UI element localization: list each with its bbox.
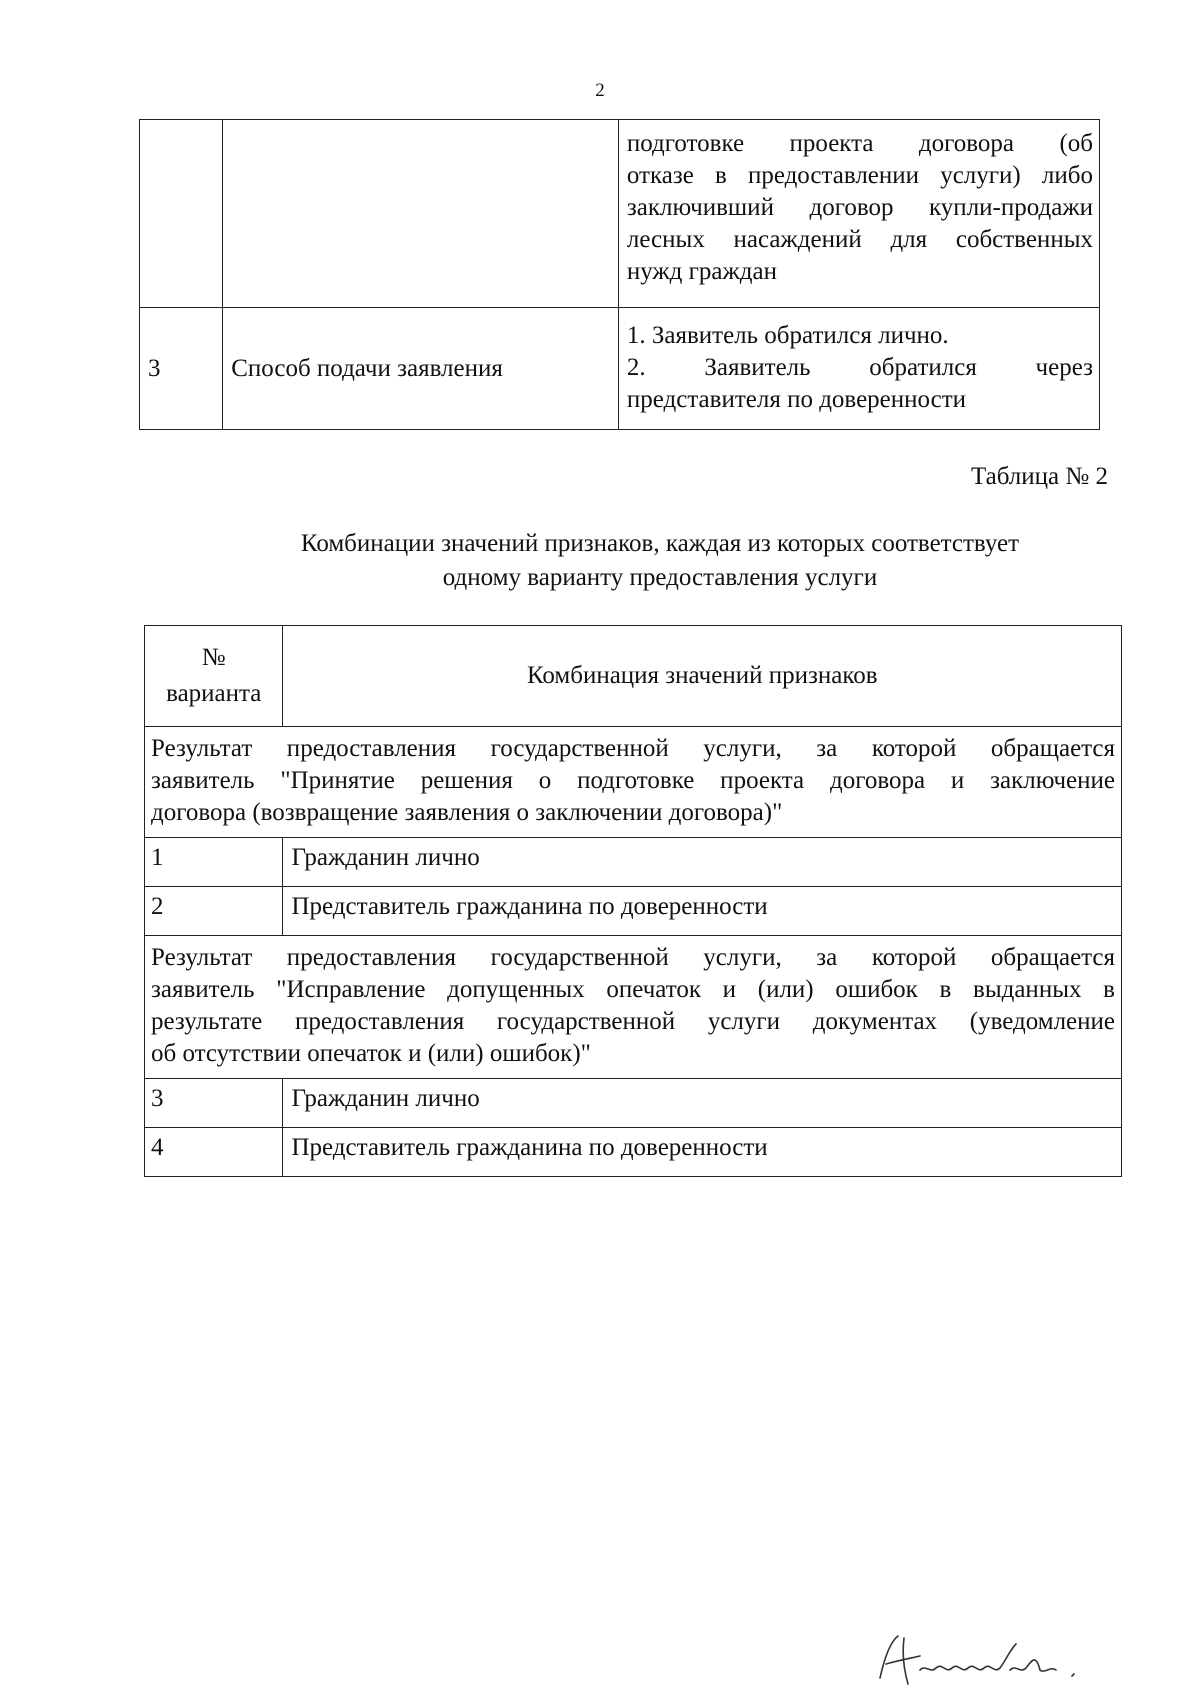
text-line: заявитель "Принятие решения о подготовке проекта договора и заключение — [151, 767, 1115, 794]
table-1-continuation — [139, 119, 1100, 430]
variant-value: Представитель гражданина по доверенности — [283, 887, 1122, 936]
header-variant-number — [145, 626, 283, 727]
row-number: 3 — [140, 308, 223, 430]
continuation-text — [618, 120, 1099, 308]
group-2-description — [145, 936, 1122, 1079]
text-line: договора (возвращение заявления о заключении договора)" — [151, 799, 783, 826]
table-caption: Таблица № 2 — [970, 463, 1108, 490]
text-line: отказе в предоставлении услуги) либо — [626, 162, 1093, 189]
option-1: 1. Заявитель обратился лично. — [626, 322, 949, 349]
table-row — [145, 887, 1122, 936]
table-row — [140, 308, 1100, 430]
header-num-word: варианта — [166, 680, 262, 707]
variant-number: 1 — [145, 838, 283, 887]
header-num-symbol: № — [201, 644, 226, 671]
table-row — [145, 1128, 1122, 1177]
table-header-row — [145, 626, 1122, 727]
row-label: Способ подачи заявления — [223, 308, 619, 430]
text-line: заключивший договор купли-продажи — [626, 194, 1093, 221]
variant-value: Гражданин лично — [283, 1079, 1122, 1128]
text-line: Результат предоставления государственной услуги, за которой обращается — [151, 944, 1115, 971]
variant-value: Гражданин лично — [283, 838, 1122, 887]
variant-number: 3 — [145, 1079, 283, 1128]
table-cell-empty — [223, 120, 619, 308]
group-row — [145, 936, 1122, 1079]
table-row — [145, 838, 1122, 887]
variant-number: 4 — [145, 1128, 283, 1177]
table-heading — [0, 527, 1200, 595]
text-line: нужд граждан — [626, 258, 777, 285]
heading-line-2: одному варианту предоставления услуги — [442, 564, 878, 591]
header-combination: Комбинация значений признаков — [283, 626, 1122, 727]
option-2-line-2: представителя по доверенности — [626, 386, 967, 413]
text-line: Результат предоставления государственной услуги, за которой обращается — [151, 735, 1115, 762]
text-line: лесных насаждений для собственных — [626, 226, 1093, 253]
group-1-description — [145, 727, 1122, 838]
variant-number: 2 — [145, 887, 283, 936]
variant-value: Представитель гражданина по доверенности — [283, 1128, 1122, 1177]
row-options — [618, 308, 1099, 430]
heading-line-1: Комбинации значений признаков, каждая из которых соответствует — [300, 530, 1020, 557]
text-line: об отсутствии опечаток и (или) ошибок)" — [151, 1040, 591, 1067]
table-cell-empty — [140, 120, 223, 308]
text-line: подготовке проекта договора (об — [626, 130, 1093, 157]
option-2-line-1: 2. Заявитель обратился через — [626, 354, 1093, 381]
group-row — [145, 727, 1122, 838]
page-number: 2 — [595, 80, 605, 101]
table-row — [145, 1079, 1122, 1128]
table-2 — [144, 625, 1122, 1177]
text-line: результате предоставления государственной услуги документах (уведомление — [151, 1008, 1115, 1035]
handwritten-signature — [860, 1630, 1100, 1690]
table-row — [140, 120, 1100, 308]
text-line: заявитель "Исправление допущенных опечаток и (или) ошибок в выданных в — [151, 976, 1115, 1003]
